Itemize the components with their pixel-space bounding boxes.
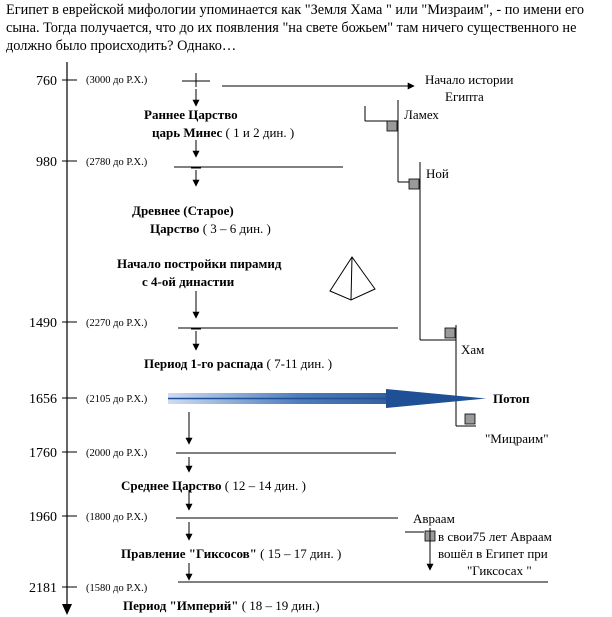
genealogy-tree	[365, 100, 476, 426]
year-label: 1760	[29, 446, 57, 461]
period-old-title: Древнее (Старое)	[132, 203, 234, 218]
row-1960	[29, 510, 398, 525]
pyramid-icon	[330, 257, 375, 300]
period-hyksos: Правление "Гиксосов" ( 15 – 17 дин. )	[121, 546, 342, 561]
tree-marker	[409, 179, 419, 189]
patriarch-abraham: Авраам	[413, 511, 455, 526]
tree-marker	[387, 121, 397, 131]
row-1760	[29, 446, 396, 461]
tree-marker	[445, 328, 455, 338]
abraham-note-line3: "Гиксосах "	[467, 563, 532, 578]
bc-label: (2780 до Р.Х.)	[86, 157, 148, 168]
row-1656	[29, 392, 148, 407]
period-old-subtitle: Царство ( 3 – 6 дин. )	[150, 221, 271, 236]
patriarch-ham: Хам	[461, 342, 485, 357]
row-980	[36, 155, 343, 170]
row-760	[36, 73, 414, 89]
period-middle-kingdom: Среднее Царство ( 12 – 14 дин. )	[121, 478, 306, 493]
abraham-note-line2: вошёл в Египет при	[438, 546, 548, 561]
year-label: 2181	[29, 581, 57, 596]
abraham-note-line1: в свои75 лет Авраам	[438, 529, 552, 544]
year-label: 1490	[29, 316, 57, 331]
year-label: 760	[36, 74, 57, 89]
patriarch-noah: Ной	[426, 166, 449, 181]
bc-label: (1580 до Р.Х.)	[86, 583, 148, 594]
timeline-axis-arrow	[62, 604, 72, 615]
row-2181	[29, 581, 548, 596]
history-start-line1: Начало истории	[425, 72, 514, 87]
patriarch-mizraim: "Мицраим"	[485, 431, 549, 446]
period-empire: Период "Империй" ( 18 – 19 дин.)	[123, 598, 320, 613]
row-1490	[29, 316, 398, 331]
patriarch-lamech: Ламех	[404, 107, 439, 122]
tree-marker	[465, 414, 475, 424]
flood-arrow	[168, 389, 486, 408]
period-early-title: Раннее Царство	[144, 107, 238, 122]
year-label: 1960	[29, 510, 57, 525]
bc-label: (3000 до Р.Х.)	[86, 75, 148, 86]
bc-label: (1800 до Р.Х.)	[86, 512, 148, 523]
year-label: 1656	[29, 392, 57, 407]
year-label: 980	[36, 155, 57, 170]
period-first-intermediate: Период 1-го распада ( 7-11 дин. )	[144, 356, 333, 371]
intro-text: Египет в еврейской мифологии упоминается как "Земля Хама " или "Мизраим", - по имени его сына. Тогда получается, что до их появления "на свете божьем" там ничего существенного не должно было происходить? Однако…	[6, 2, 585, 54]
bc-label: (2000 до Р.Х.)	[86, 448, 148, 459]
flood-label: Потоп	[493, 391, 530, 406]
period-early-subtitle: царь Минес ( 1 и 2 дин. )	[152, 125, 295, 140]
bc-label: (2270 до Р.Х.)	[86, 318, 148, 329]
pyramids-subtitle: с 4-ой династии	[142, 274, 235, 289]
history-start-line2: Египта	[445, 89, 484, 104]
interval-arrows	[189, 89, 201, 580]
pyramids-title: Начало постройки пирамид	[117, 256, 282, 271]
bc-label: (2105 до Р.Х.)	[86, 394, 148, 405]
